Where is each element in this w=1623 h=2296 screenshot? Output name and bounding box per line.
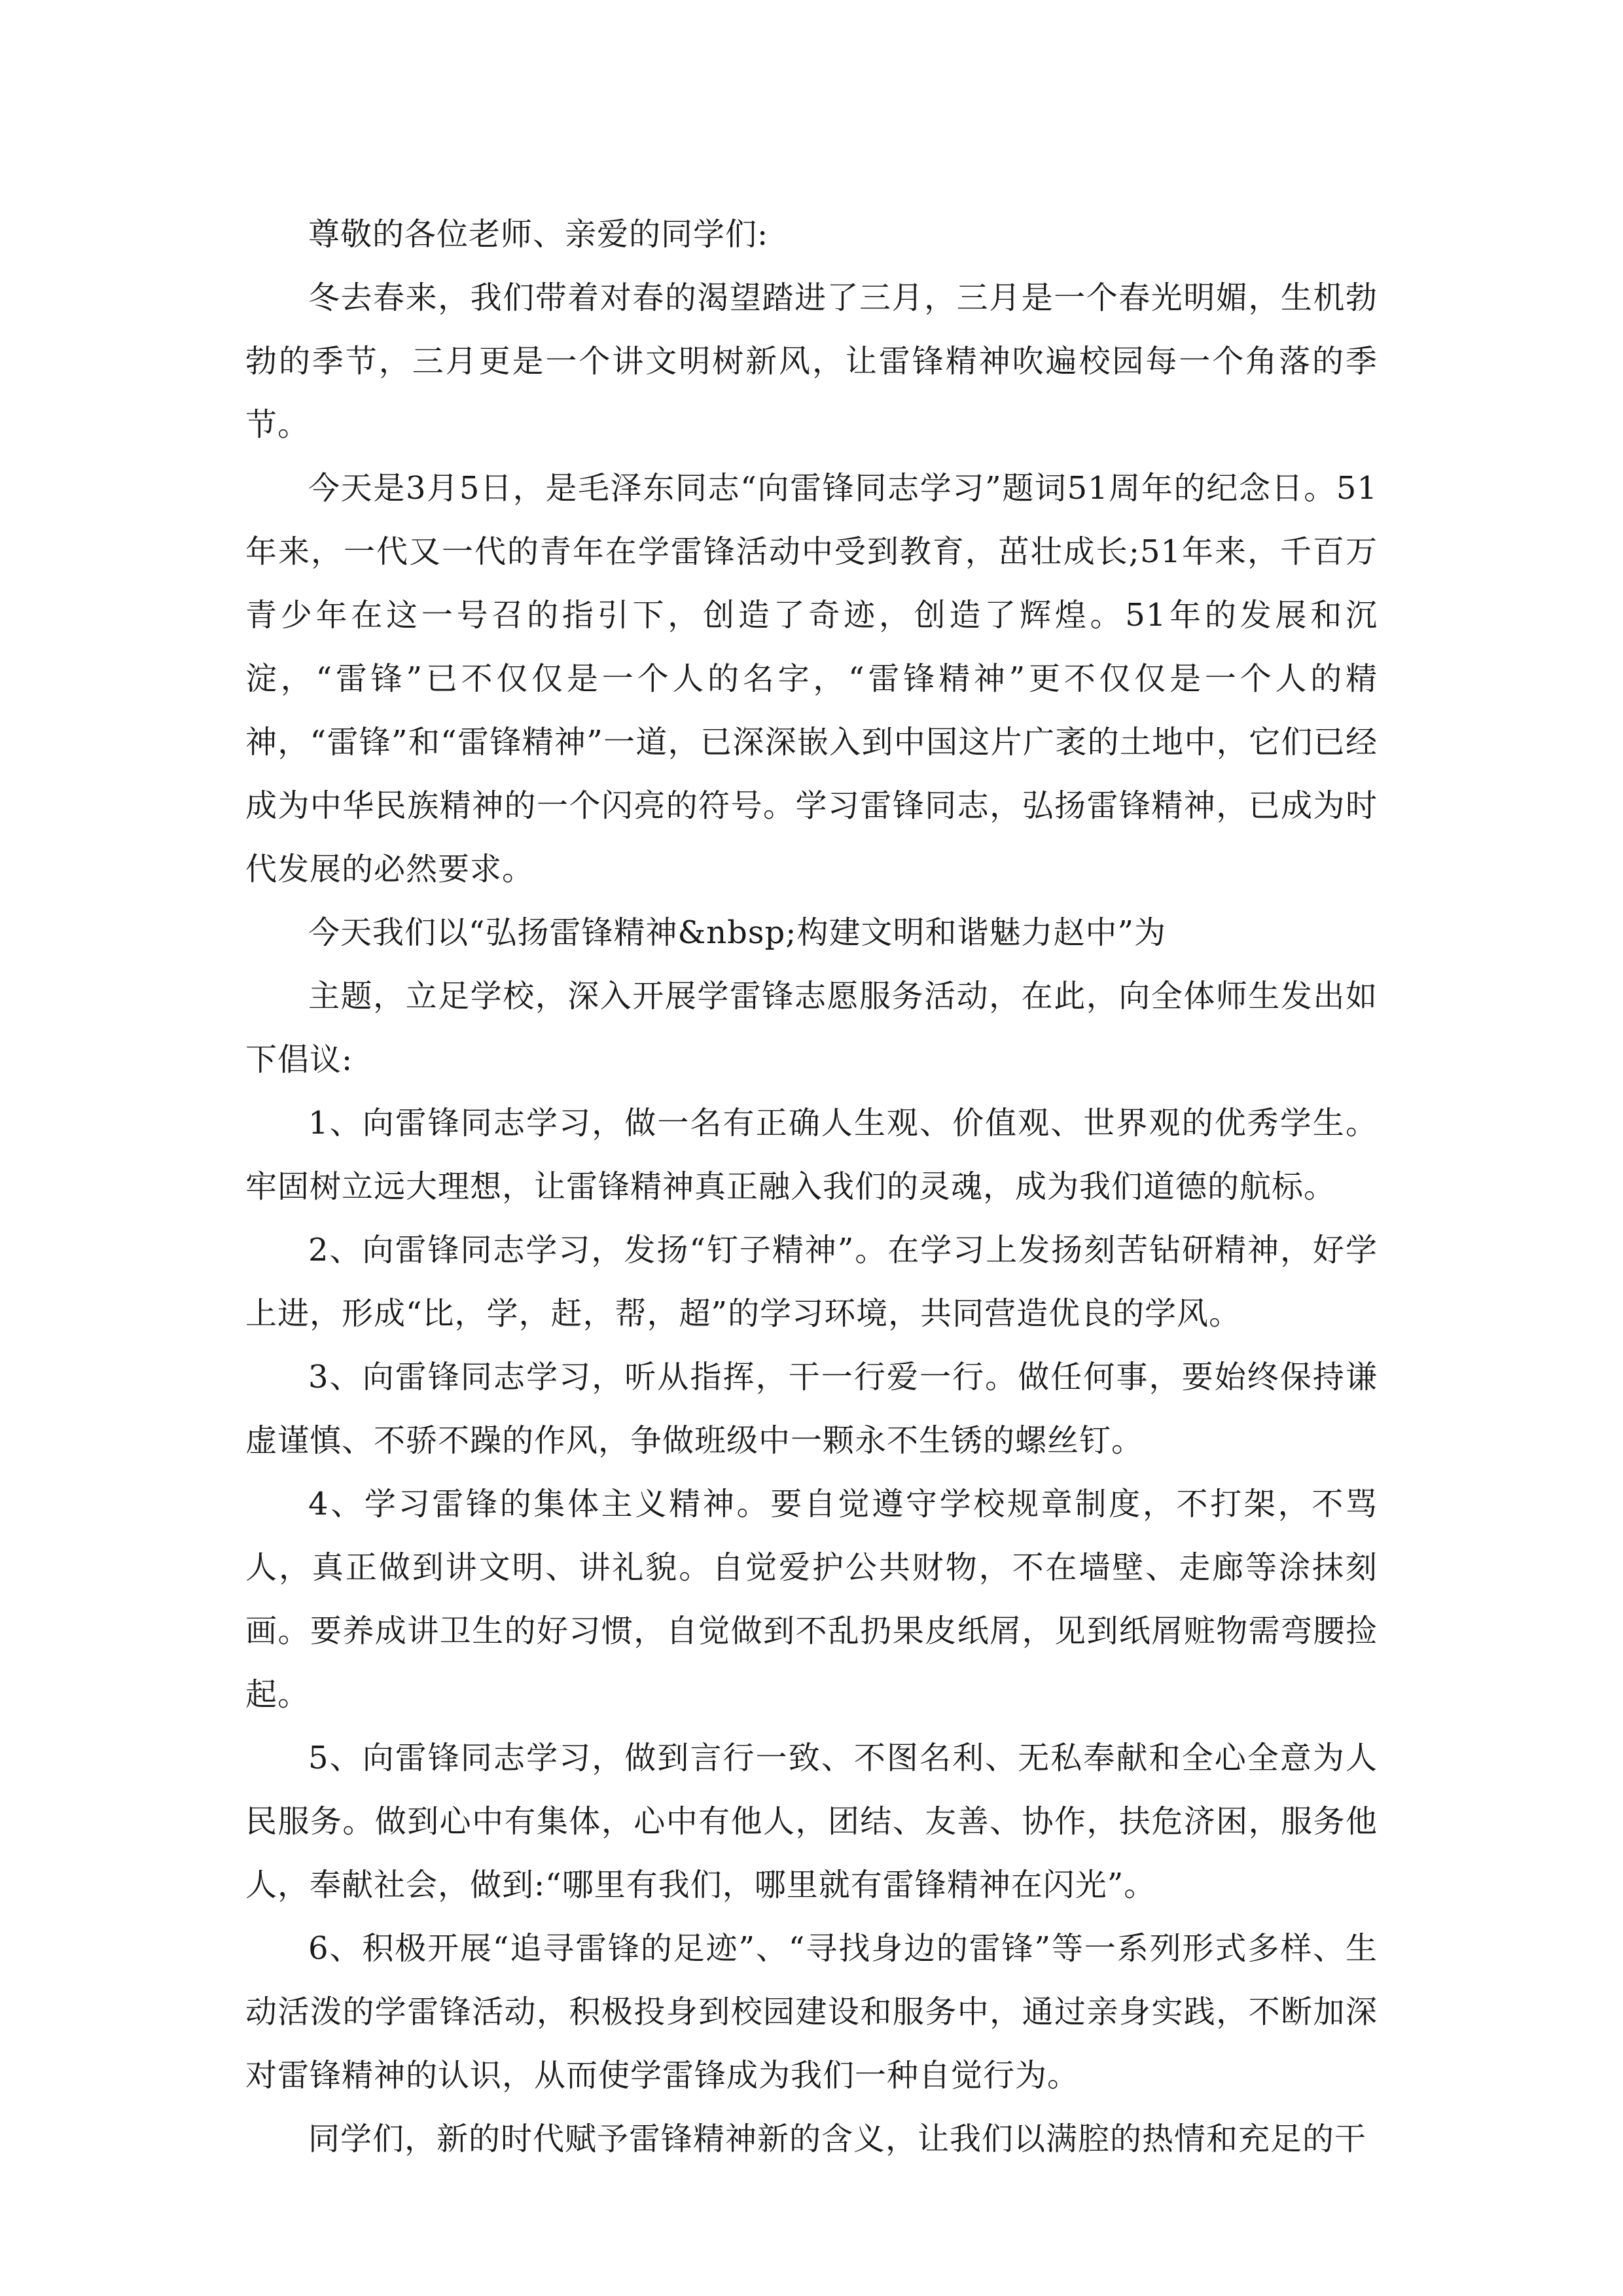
- paragraph: 2、向雷锋同志学习，发扬“钉子精神”。在学习上发扬刻苦钻研精神，好学上进，形成“比，学，赶，帮，超”的学习环境，共同营造优良的学风。: [245, 1232, 1378, 1332]
- paragraph: 同学们，新的时代赋予雷锋精神新的含义，让我们以满腔的热情和充足的干: [308, 2121, 1367, 2157]
- document-body: [245, 203, 1378, 2171]
- paragraph: 今天我们以“弘扬雷锋精神&nbsp;构建文明和谐魅力赵中”为: [308, 914, 1166, 951]
- paragraph: 6、积极开展“追寻雷锋的足迹”、“寻找身边的雷锋”等一系列形式多样、生动活泼的学雷锋活动，积极投身到校园建设和服务中，通过亲身实践，不断加深对雷锋精神的认识，从而使学雷锋成为我们一种自觉行为。: [245, 1930, 1378, 2094]
- paragraph: 主题，立足学校，深入开展学雷锋志愿服务活动，在此，向全体师生发出如下倡议:: [245, 978, 1378, 1078]
- paragraph: 3、向雷锋同志学习，听从指挥，干一行爱一行。做任何事，要始终保持谦虚谨慎、不骄不躁的作风，争做班级中一颗永不生锈的螺丝钉。: [245, 1359, 1378, 1459]
- paragraph: 冬去春来，我们带着对春的渴望踏进了三月，三月是一个春光明媚，生机勃勃的季节，三月更是一个讲文明树新风，让雷锋精神吹遍校园每一个角落的季节。: [245, 279, 1378, 443]
- paragraph: 5、向雷锋同志学习，做到言行一致、不图名利、无私奉献和全心全意为人民服务。做到心中有集体，心中有他人，团结、友善、协作，扶危济困，服务他人，奉献社会，做到:“哪里有我们，哪里就有雷锋精神在闪光”。: [245, 1740, 1378, 1903]
- paragraph: 4、学习雷锋的集体主义精神。要自觉遵守学校规章制度，不打架，不骂人，真正做到讲文明、讲礼貌。自觉爱护公共财物，不在墙壁、走廊等涂抹刻画。要养成讲卫生的好习惯，自觉做到不乱扔果皮纸屑，见到纸屑赃物需弯腰捡起。: [245, 1486, 1378, 1713]
- paragraph: 今天是3月5日，是毛泽东同志“向雷锋同志学习”题词51周年的纪念日。51年来，一代又一代的青年在学雷锋活动中受到教育，茁壮成长;51年来，千百万青少年在这一号召的指引下，创造了奇迹，创造了辉煌。51年的发展和沉淀，“雷锋”已不仅仅是一个人的名字，“雷锋精神”更不仅仅是一个人的精神，“雷锋”和“雷锋精神”一道，已深深嵌入到中国这片广袤的土地中，它们已经成为中华民族精神的一个闪亮的符号。学习雷锋同志，弘扬雷锋精神，已成为时代发展的必然要求。: [245, 470, 1378, 888]
- salutation: 尊敬的各位老师、亲爱的同学们:: [308, 216, 769, 253]
- paragraph: 1、向雷锋同志学习，做一名有正确人生观、价值观、世界观的优秀学生。牢固树立远大理想，让雷锋精神真正融入我们的灵魂，成为我们道德的航标。: [245, 1105, 1378, 1205]
